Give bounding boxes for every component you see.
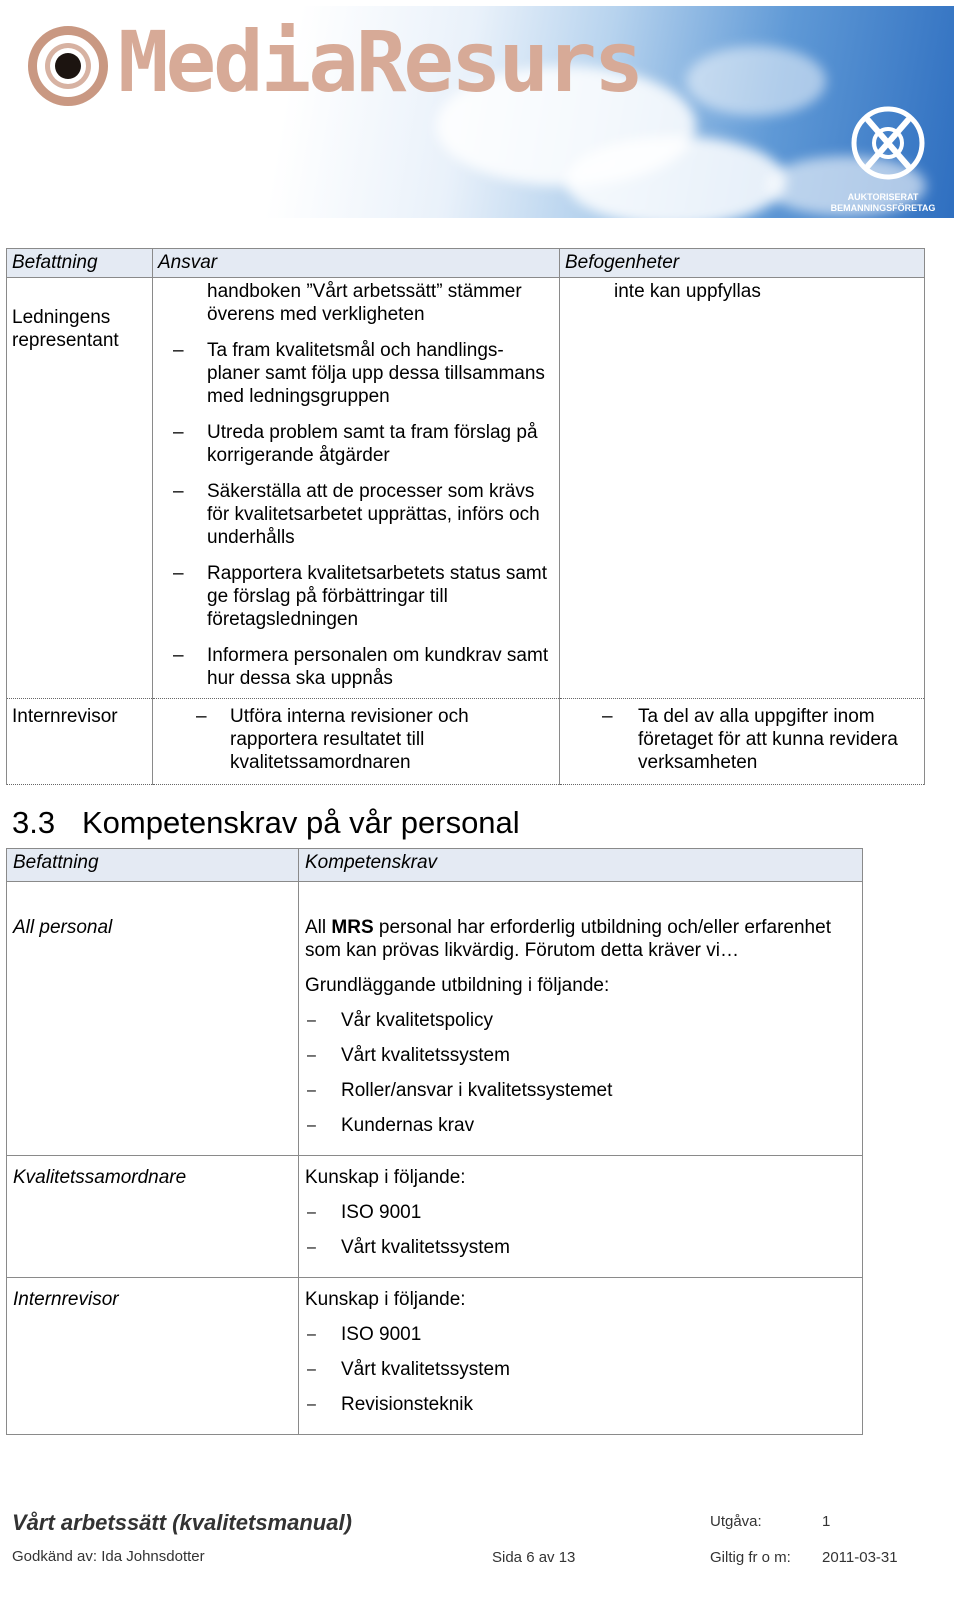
role-cell: Internrevisor: [7, 1278, 299, 1435]
requirement-cell: [299, 882, 863, 1156]
company-logo-text: MediaResurs: [118, 13, 642, 111]
authority-cell: [560, 699, 925, 785]
list-item: – Vårt kvalitetssystem: [307, 1359, 510, 1380]
logo-mark-icon: [28, 26, 108, 106]
list-item: – ISO 9001: [307, 1202, 422, 1223]
table-header-row: [7, 849, 863, 882]
table-row: [7, 278, 925, 699]
section-heading: [12, 804, 520, 842]
list-item: – Utföra interna revisioner och rapportera resultatet till kvalitetssamordnaren: [196, 706, 469, 773]
list-item: – Säkerställa att de processer som krävs för kvalitetsarbetet upprättas, införs och underhålls: [173, 481, 540, 548]
col-header-ansvar: Ansvar: [153, 249, 560, 278]
col-header-kompetenskrav: Kompetenskrav: [299, 849, 863, 882]
requirement-cell: [299, 1278, 863, 1435]
footer-title: Vårt arbetssätt (kvalitetsmanual): [12, 1510, 352, 1535]
responsibility-cell: [153, 699, 560, 785]
table-row: [7, 1278, 863, 1435]
intro-text: All MRS personal har erforderlig utbildning och/eller erfarenhet som kan prövas likvärdig. Förutom detta kräver vi…: [305, 917, 831, 961]
table-row: [7, 1156, 863, 1278]
responsibility-list: [153, 339, 555, 690]
role-cell: Ledningens representant: [7, 278, 153, 699]
authorized-emblem-icon: [844, 98, 932, 188]
list-item: – Kundernas krav: [307, 1115, 475, 1136]
table-row: [7, 882, 863, 1156]
subheading: Kunskap i följande:: [305, 1167, 466, 1188]
authorized-label: AUKTORISERAT BEMANNINGSFÖRETAG: [830, 192, 936, 213]
requirement-cell: [299, 1156, 863, 1278]
table-header-row: [7, 249, 925, 278]
list-item: – Roller/ansvar i kvalitetssystemet: [307, 1080, 613, 1101]
col-header-befattning: Befattning: [7, 849, 299, 882]
footer-edition-value: 1: [822, 1513, 831, 1530]
subheading: Grundläggande utbildning i följande:: [305, 975, 610, 996]
list-item: – ISO 9001: [307, 1324, 422, 1345]
table-row: [7, 699, 925, 785]
list-item: – Utreda problem samt ta fram förslag på korrigerande åtgärder: [173, 422, 538, 466]
col-header-befattning: Befattning: [7, 249, 153, 278]
competence-table: [6, 848, 863, 1435]
subheading: Kunskap i följande:: [305, 1289, 466, 1310]
list-item: – Revisionsteknik: [307, 1394, 473, 1415]
list-item: – Ta del av alla uppgifter inom företaget för att kunna revidera verksamheten: [602, 706, 898, 773]
footer-edition-label: Utgåva:: [710, 1513, 762, 1530]
responsibility-table: [6, 248, 925, 785]
footer-valid-value: 2011-03-31: [822, 1549, 898, 1566]
section-title: Kompetenskrav på vår personal: [82, 805, 520, 840]
responsibility-cell: [153, 278, 560, 699]
list-item: – Vårt kvalitetssystem: [307, 1045, 510, 1066]
role-cell: Kvalitetssamordnare: [7, 1156, 299, 1278]
footer-approved: Godkänd av: Ida Johnsdotter: [12, 1548, 205, 1565]
list-item: – Ta fram kvalitetsmål och handlings-planer samt följa upp dessa tillsammans med ledningsgruppen: [173, 340, 545, 407]
header-banner: [6, 6, 954, 218]
lead-text: handboken ”Vårt arbetssätt” stämmer överens med verkligheten: [207, 281, 522, 325]
authority-cell: inte kan uppfyllas: [560, 278, 925, 699]
footer-page-number: Sida 6 av 13: [492, 1549, 576, 1566]
section-number: 3.3: [12, 805, 56, 840]
role-cell: Internrevisor: [7, 699, 153, 785]
list-item: – Rapportera kvalitetsarbetets status samt ge förslag på förbättringar till företagsledningen: [173, 563, 548, 630]
footer-valid-label: Giltig fr o m:: [710, 1549, 791, 1566]
list-item: – Informera personalen om kundkrav samt hur dessa ska uppnås: [173, 645, 549, 689]
list-item: – Vårt kvalitetssystem: [307, 1237, 510, 1258]
role-cell: All personal: [7, 882, 299, 1156]
col-header-befogenheter: Befogenheter: [560, 249, 925, 278]
list-item: – Vår kvalitetspolicy: [307, 1010, 494, 1031]
